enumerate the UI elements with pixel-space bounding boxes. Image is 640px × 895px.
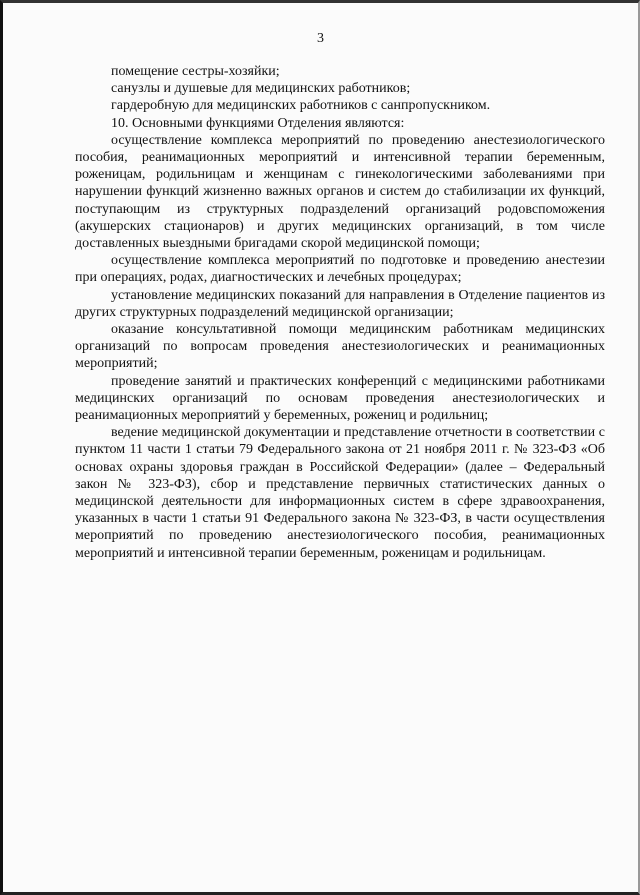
paragraph-anesthesia-resuscitation-measures: осуществление комплекса мероприятий по проведению анестезиологического пособия, реанимационных мероприятий и интенсивной терапии беременным, роженицам, родильницам и женщинам с гинекологическими заболеваниями при нарушении функций жизненно важных органов и систем до стабилизации их функций, поступающим из структурных подразделений организаций родовспоможения (акушерских стационаров) и других медицинских организаций, в том числе доставленных выездными бригадами скорой медицинской помощи; [75, 132, 605, 252]
page-number: 3 [317, 31, 324, 46]
paragraph-medical-indications: установление медицинских показаний для направления в Отделение пациентов из других структурных подразделений медицинской организации; [75, 287, 605, 320]
document-body [75, 63, 605, 562]
paragraph-medical-documentation: ведение медицинской документации и представление отчетности в соответствии с пунктом 11 части 1 статьи 79 Федерального закона от 21 ноября 2011 г. № 323-ФЗ «Об основах охраны здоровья граждан в Российской Федерации» (далее – Федеральный закон № 323-ФЗ), сбор и представление первичных статистических данных о медицинской деятельности для информационных систем в сфере здравоохранения, указанных в части 1 статьи 91 Федерального закона № 323-ФЗ, в части осуществления мероприятий по проведению анестезиологического пособия, реанимационных мероприятий и интенсивной терапии беременным, роженицам и родильницам. [75, 425, 605, 561]
paragraph-wardrobe: гардеробную для медицинских работников с санпропускником. [111, 98, 491, 114]
paragraph-sister-housekeeper-room: помещение сестры-хозяйки; [111, 64, 280, 79]
paragraph-practical-conferences: проведение занятий и практических конференций с медицинскими работниками медицинских организаций по основам проведения анестезиологических и реанимационных мероприятий у беременных, рожениц и родильниц; [75, 373, 605, 424]
paragraph-anesthesia-preparation: осуществление комплекса мероприятий по подготовке и проведению анестезии при операциях, родах, диагностических и лечебных процедурах; [75, 253, 605, 286]
paragraph-functions-heading: 10. Основными функциями Отделения являются: [111, 115, 405, 131]
paragraph-consultative-assistance: оказание консультативной помощи медицинским работникам медицинских организаций по вопросам проведения анестезиологических и реанимационных мероприятий; [75, 322, 605, 372]
paragraph-bathrooms-showers: санузлы и душевые для медицинских работников; [111, 81, 411, 97]
